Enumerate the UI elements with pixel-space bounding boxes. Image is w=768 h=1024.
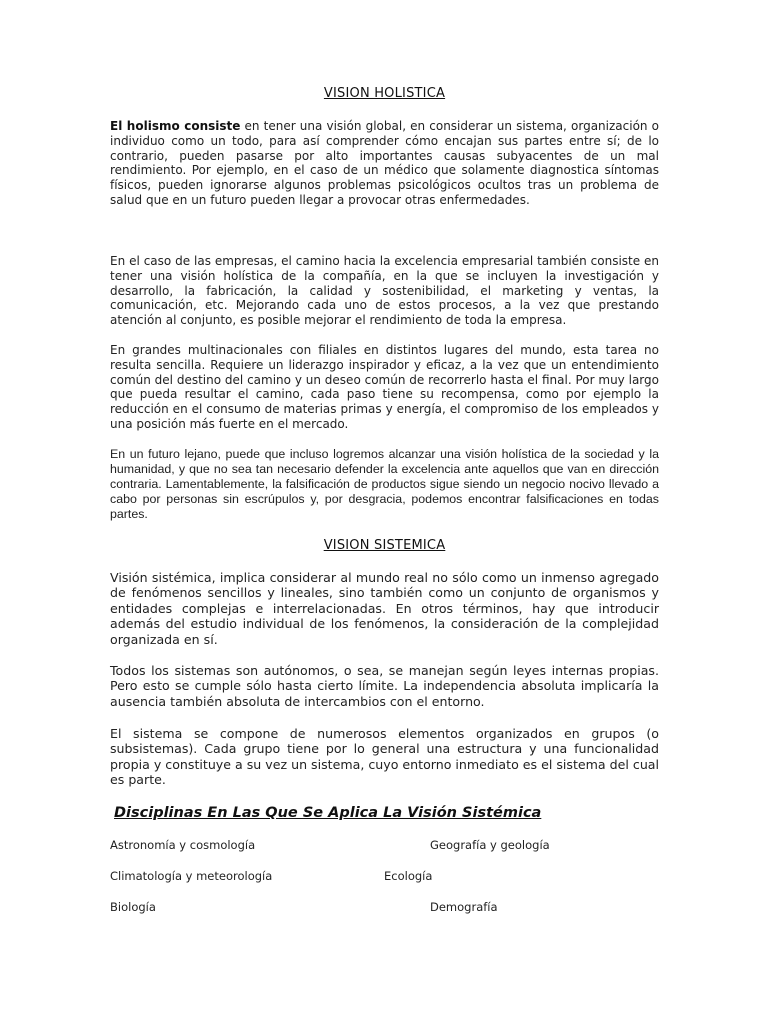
section-sistemica-title-wrap [110,538,659,553]
paragraph-empresas-wrap [110,254,659,328]
paragraph-futuro: En un futuro lejano, puede que incluso logremos alcanzar una visión holística de la sociedad y la humanidad, y que no sea tan necesario defender la excelencia ante aquellos que van en dirección contraria. Lamentablemente, la falsificación de productos sigue siendo un negocio nocivo llevado a cabo por personas sin escrúpulos y, por desgracia, podemos encontrar falsificaciones en todas partes. [110,447,659,521]
section-title-sistemica: VISION SISTEMICA [323,538,446,553]
disciplines-heading-wrap [114,805,541,821]
disciplines-heading: Disciplinas En Las Que Se Aplica La Visión Sistémica [114,805,542,821]
intro-paragraph [110,119,659,208]
discipline-item: Ecología [384,869,433,883]
discipline-item: Biología [110,900,156,914]
paragraph-subsistemas-wrap [110,726,659,788]
discipline-item: Astronomía y cosmología [110,838,256,852]
intro-bold-term: El holismo consiste [110,119,241,133]
section-holistica-intro [110,119,659,208]
paragraph-empresas: En el caso de las empresas, el camino hacia la excelencia empresarial también consiste en tener una visión holística de la compañía, en la que se incluyen la investigación y desarrollo, la fabricación, la calidad y sostenibilidad, el marketing y ventas, la comunicación, etc. Mejorando cada uno de estos procesos, a la vez que prestando atención al conjunto, es posible mejorar el rendimiento de toda la empresa. [110,254,659,328]
discipline-item: Climatología y meteorología [110,869,273,883]
section-title-holistica: VISION HOLISTICA [323,86,446,101]
paragraph-vision-sistemica: Visión sistémica, implica considerar al mundo real no sólo como un inmenso agregado de fenómenos sencillos y lineales, sino también como un conjunto de organismos y entidades complejas e interrelacionadas. En otros términos, hay que introducir además del estudio individual de los fenómenos, la consideración de la complejidad organizada en sí. [110,570,659,647]
discipline-item: Geografía y geología [430,838,550,852]
discipline-item: Demografía [430,900,498,914]
paragraph-vision-sistemica-wrap [110,570,659,647]
paragraph-autonomos-wrap [110,663,659,709]
paragraph-futuro-wrap [110,447,659,522]
intro-text: en tener una visión global, en considerar un sistema, organización o individuo como un todo, para así comprender cómo encajan sus partes entre sí; de lo contrario, pueden pasarse por alto importantes causas subyacentes de un mal rendimiento. Por ejemplo, en el caso de un médico que solamente diagnostica síntomas físicos, pueden ignorarse algunos problemas psicológicos ocultos tras un problema de salud que en un futuro pueden llegar a provocar otras enfermedades. [110,119,659,207]
paragraph-autonomos: Todos los sistemas son autónomos, o sea, se manejan según leyes internas propias. Pero esto se cumple sólo hasta cierto límite. La independencia absoluta implicaría la ausencia también absoluta de intercambios con el entorno. [110,663,659,709]
paragraph-multinacionales-wrap [110,343,659,432]
paragraph-multinacionales: En grandes multinacionales con filiales en distintos lugares del mundo, esta tarea no resulta sencilla. Requiere un liderazgo inspirador y eficaz, a la vez que un entendimiento común del destino del camino y un deseo común de recorrerlo hasta el final. Por muy largo que pueda resultar el camino, cada paso tiene su recompensa, como por ejemplo la reducción en el consumo de materias primas y energía, el compromiso de los empleados y una posición más fuerte en el mercado. [110,343,659,431]
paragraph-subsistemas: El sistema se compone de numerosos elementos organizados en grupos (o subsistemas). Cada grupo tiene por lo general una estructura y una funcionalidad propia y constituye a su vez un sistema, cuyo entorno inmediato es el sistema del cual es parte. [110,726,660,788]
section-holistica-title-wrap [110,86,659,101]
